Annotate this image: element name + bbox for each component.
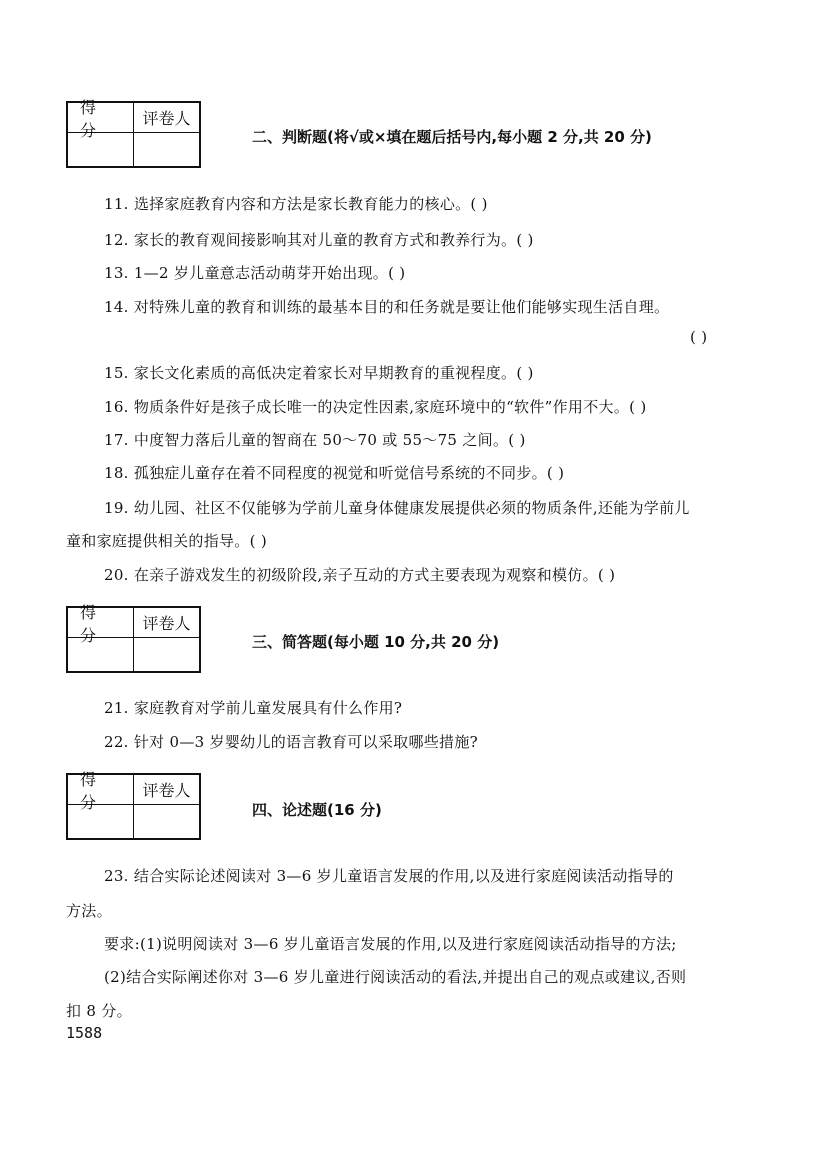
question-16: 16. 物质条件好是孩子成长唯一的决定性因素,家庭环境中的“软件”作用不大。( ) <box>104 398 647 416</box>
requirement-1: 要求:(1)说明阅读对 3—6 岁儿童语言发展的作用,以及进行家庭阅读活动指导的方法; <box>104 935 677 953</box>
grader-label: 评卷人 <box>134 103 199 133</box>
question-20: 20. 在亲子游戏发生的初级阶段,亲子互动的方式主要表现为观察和模仿。( ) <box>104 566 616 584</box>
score-field[interactable] <box>68 638 134 671</box>
grader-field[interactable] <box>134 638 199 671</box>
page-number: 1588 <box>66 1024 103 1042</box>
question-22: 22. 针对 0—3 岁婴幼儿的语言教育可以采取哪些措施? <box>104 733 478 751</box>
section-title-essay: 四、论述题(16 分) <box>252 801 382 819</box>
question-18: 18. 孤独症儿童存在着不同程度的视觉和听觉信号系统的不同步。( ) <box>104 464 565 482</box>
question-19: 19. 幼儿园、社区不仅能够为学前儿童身体健康发展提供必须的物质条件,还能为学前儿 <box>104 499 690 517</box>
score-field[interactable] <box>68 805 134 838</box>
score-label: 得 分 <box>68 775 134 805</box>
grader-label: 评卷人 <box>134 608 199 638</box>
question-19-cont: 童和家庭提供相关的指导。( ) <box>66 532 267 550</box>
score-table-short-answer <box>66 602 201 673</box>
requirement-2-cont: 扣 8 分。 <box>66 1002 132 1020</box>
question-12: 12. 家长的教育观间接影响其对儿童的教育方式和教养行为。( ) <box>104 231 534 249</box>
question-17: 17. 中度智力落后儿童的智商在 50～70 或 55～75 之间。( ) <box>104 431 526 449</box>
question-23: 23. 结合实际论述阅读对 3—6 岁儿童语言发展的作用,以及进行家庭阅读活动指导的 <box>104 867 674 885</box>
grader-field[interactable] <box>134 805 199 838</box>
score-table-judgment <box>66 97 201 168</box>
score-label: 得 分 <box>68 608 134 638</box>
question-21: 21. 家庭教育对学前儿童发展具有什么作用? <box>104 699 403 717</box>
section-title-judgment: 二、判断题(将√或×填在题后括号内,每小题 2 分,共 20 分) <box>252 128 652 146</box>
requirement-2: (2)结合实际阐述你对 3—6 岁儿童进行阅读活动的看法,并提出自己的观点或建议,否则 <box>104 968 687 986</box>
question-23-cont: 方法。 <box>66 902 112 920</box>
score-label: 得 分 <box>68 103 134 133</box>
score-field[interactable] <box>68 133 134 166</box>
question-14-bracket: ( ) <box>690 328 708 346</box>
grader-label: 评卷人 <box>134 775 199 805</box>
grader-field[interactable] <box>134 133 199 166</box>
question-14: 14. 对特殊儿童的教育和训练的最基本目的和任务就是要让他们能够实现生活自理。 <box>104 298 670 316</box>
question-15: 15. 家长文化素质的高低决定着家长对早期教育的重视程度。( ) <box>104 364 534 382</box>
question-13: 13. 1—2 岁儿童意志活动萌芽开始出现。( ) <box>104 264 406 282</box>
question-11: 11. 选择家庭教育内容和方法是家长教育能力的核心。( ) <box>104 195 488 213</box>
section-title-short-answer: 三、简答题(每小题 10 分,共 20 分) <box>252 633 500 651</box>
score-table-essay <box>66 769 201 840</box>
